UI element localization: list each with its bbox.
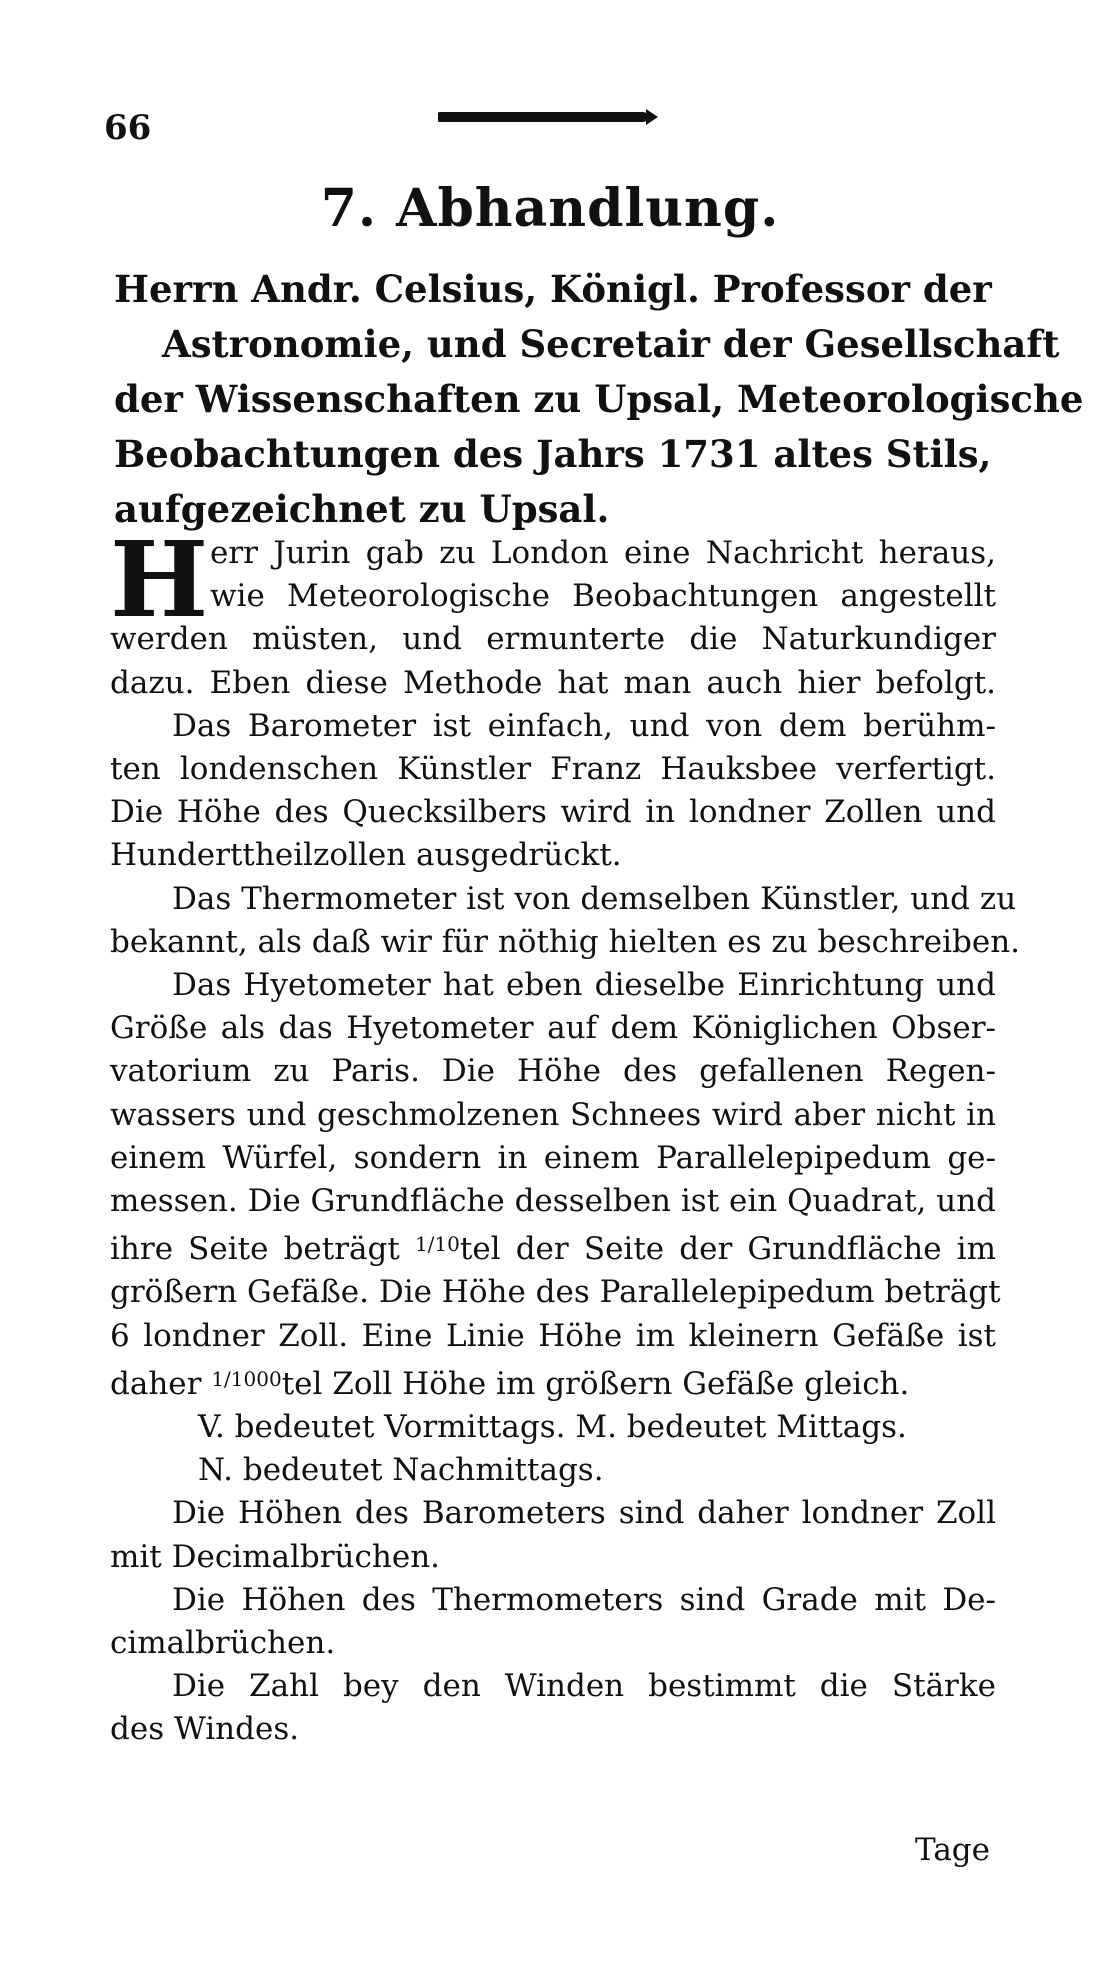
section-title: 7. Abhandlung. bbox=[320, 178, 780, 239]
catchword: Tage bbox=[915, 1832, 990, 1868]
heading-line: der Wissenschaften zu Upsal, Meteorologische bbox=[114, 377, 1084, 421]
text-line: N. bedeutet Nachmittags. bbox=[198, 1452, 604, 1489]
text-line: Die Zahl bey den Winden bestimmt die Stärke bbox=[172, 1668, 996, 1705]
text-line: Die Höhen des Barometers sind daher londner Zoll bbox=[172, 1495, 996, 1532]
fraction: 1/10 bbox=[414, 1232, 460, 1257]
heading-line: Astronomie, und Secretair der Gesellschaft bbox=[162, 322, 1060, 366]
text-line: messen. Die Grundfläche desselben ist ein Quadrat, und bbox=[110, 1183, 997, 1220]
text-line: Das Hyetometer hat eben dieselbe Einrichtung und bbox=[172, 967, 996, 1004]
text-segment: tel der Seite der Grundfläche im bbox=[459, 1231, 996, 1268]
text-segment: ihre Seite beträgt bbox=[110, 1231, 400, 1268]
text-line: V. bedeutet Vormittags. M. bedeutet Mittags. bbox=[198, 1409, 907, 1446]
heading-line: Herrn Andr. Celsius, Königl. Professor der bbox=[114, 267, 992, 311]
text-line: Die Höhen des Thermometers sind Grade mit De- bbox=[172, 1581, 996, 1618]
text-line: mit Decimalbrüchen. bbox=[110, 1538, 441, 1575]
text-line: err Jurin gab zu London eine Nachricht heraus, bbox=[210, 535, 996, 571]
text-line bbox=[110, 1223, 996, 1271]
header-ornament bbox=[438, 112, 648, 122]
text-line: vatorium zu Paris. Die Höhe des gefallenen Regen- bbox=[110, 1053, 996, 1090]
text-line: Das Thermometer ist von demselben Künstler, und zu bbox=[172, 880, 1017, 917]
text-line: werden müsten, und ermunterte die Naturkundiger bbox=[110, 621, 996, 658]
text-segment: tel Zoll Höhe im größern Gefäße gleich. bbox=[281, 1365, 910, 1402]
text-line: ten londenschen Künstler Franz Hauksbee verfertigt. bbox=[110, 751, 996, 788]
text-line: 6 londner Zoll. Eine Linie Höhe im kleinern Gefäße ist bbox=[110, 1317, 996, 1354]
text-segment: daher bbox=[110, 1365, 202, 1402]
body-text bbox=[110, 518, 1021, 1752]
text-line: dazu. Eben diese Methode hat man auch hier befolgt. bbox=[110, 664, 996, 701]
text-line: größern Gefäße. Die Höhe des Parallelepipedum beträgt bbox=[110, 1274, 1001, 1311]
page-number: 66 bbox=[104, 108, 152, 148]
heading-line: aufgezeichnet zu Upsal. bbox=[114, 487, 610, 531]
text-line: des Windes. bbox=[110, 1711, 300, 1748]
heading-line: Beobachtungen des Jahrs 1731 altes Stils, bbox=[114, 432, 992, 476]
drop-cap: H bbox=[110, 518, 209, 641]
text-line bbox=[110, 1358, 996, 1406]
text-line: Größe als das Hyetometer auf dem Königlichen Obser- bbox=[110, 1010, 996, 1047]
text-line: cimalbrüchen. bbox=[110, 1625, 336, 1662]
text-line: bekannt, als daß wir für nöthig hielten es zu beschreiben. bbox=[110, 923, 1021, 960]
text-line: Die Höhe des Quecksilbers wird in londner Zollen und bbox=[110, 794, 996, 831]
text-line: Das Barometer ist einfach, und von dem berühm- bbox=[172, 707, 996, 744]
fraction: 1/1000 bbox=[211, 1366, 282, 1391]
text-line: wie Meteorologische Beobachtungen angestellt bbox=[210, 578, 996, 615]
text-line: Hunderttheilzollen ausgedrückt. bbox=[110, 837, 622, 874]
text-line: wassers und geschmolzenen Schnees wird aber nicht in bbox=[110, 1096, 996, 1133]
text-line: einem Würfel, sondern in einem Parallelepipedum ge- bbox=[110, 1139, 996, 1176]
section-heading bbox=[114, 262, 1084, 537]
